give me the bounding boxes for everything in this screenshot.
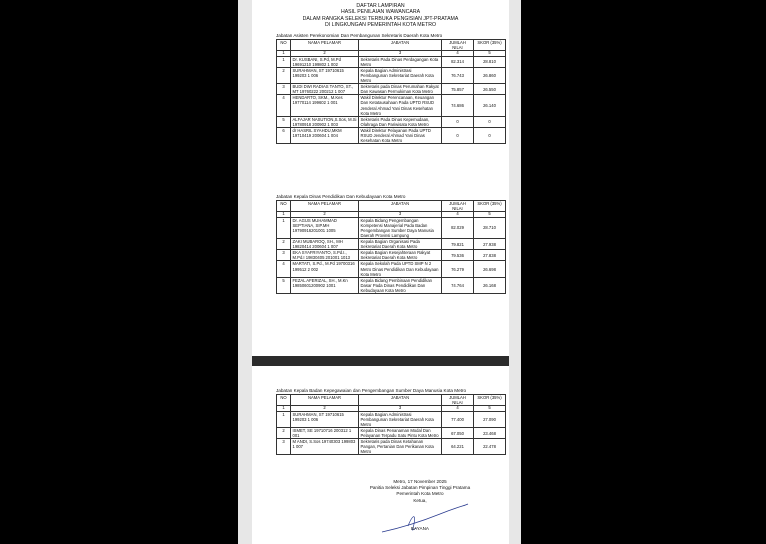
col-skor: SKOR (35%) — [474, 395, 506, 406]
col-index: 2 — [291, 406, 359, 412]
row-skor: 22.478 — [474, 439, 506, 455]
col-index: 4 — [442, 212, 474, 218]
col-index: 1 — [277, 51, 291, 57]
row-jumlah: 79.821 — [442, 239, 474, 250]
row-no: 2 — [277, 427, 291, 438]
page-gap — [252, 356, 509, 366]
row-jabatan: Kepala Bagian Administrasi Pembangunan Sekretariat Daerah Kota Metro — [359, 411, 442, 427]
row-skor: 0 — [474, 116, 506, 127]
table-row — [277, 427, 506, 438]
col-no: NO — [277, 395, 291, 406]
col-jabatan: JABATAN — [359, 395, 442, 406]
row-jabatan: Kepala Bidang Pengembangan Kompetensi Manajerial Pada Badan Pengembangan Sumber Daya Manusia Daerah Provinsi Lampung — [359, 217, 442, 238]
col-index: 3 — [359, 212, 442, 218]
table-row — [277, 56, 506, 67]
row-jabatan: Wakil Direktur Pelayanan Pada UPTD RSUD Jenderal Ahmad Yani Dinas Kesehatan Kota Metro — [359, 127, 442, 143]
table-row — [277, 250, 506, 261]
row-jumlah: 76.279 — [442, 261, 474, 277]
row-skor: 28.810 — [474, 56, 506, 67]
results-table — [276, 200, 506, 294]
table-body — [277, 217, 506, 293]
row-jumlah: 67.050 — [442, 427, 474, 438]
signature-org: Pemerintah Kota Metro — [396, 491, 444, 497]
signatory-name: BAYANA — [411, 526, 429, 531]
row-jumlah: 77.400 — [442, 411, 474, 427]
row-jumlah: 75.857 — [442, 84, 474, 95]
row-name: ALFAJAR NASUTION,S.Sos, M.Si 19780918 200902 1 003 — [292, 116, 357, 127]
col-no: NO — [277, 40, 291, 51]
row-no: 3 — [277, 84, 291, 95]
row-name: ISMET, SE 19710716 200312 1 001 — [291, 427, 359, 438]
table-row — [277, 439, 506, 455]
row-name: M ANDI, S.Sos 19740303 199803 1 007 — [291, 439, 359, 455]
col-index: 4 — [442, 51, 474, 57]
row-jumlah: 74.764 — [442, 277, 474, 293]
table-body — [277, 56, 506, 144]
row-no: 3 — [277, 439, 291, 455]
row-skor: 23.468 — [474, 427, 506, 438]
table-row — [277, 67, 506, 83]
col-no: NO — [277, 201, 291, 212]
signature-place-date: Metro, 17 November 2025 — [393, 479, 447, 484]
document-page-1 — [252, 0, 509, 356]
col-index: 5 — [474, 51, 506, 57]
row-name: BUDI DWI RADIAS TANTO, ST., MT 19760222 200212 1 007 — [291, 84, 359, 95]
table-row — [277, 116, 506, 127]
row-skor: 26.168 — [474, 277, 506, 293]
col-index: 2 — [291, 51, 359, 57]
table-row — [277, 239, 506, 250]
row-jumlah: 82.029 — [442, 217, 474, 238]
col-index: 1 — [277, 406, 291, 412]
row-skor: 27.838 — [474, 250, 506, 261]
row-name: MARTATI, S.Pd., M.Pd 19700316 199512 2 002 — [291, 261, 359, 277]
table-row — [277, 411, 506, 427]
row-jabatan: Sekretaris Pada Dinas Kepemudaan, Olahraga Dan Pariwisata Kota Metro — [359, 116, 442, 127]
row-no: 6 — [277, 127, 291, 143]
col-index: 4 — [442, 406, 474, 412]
table-row — [277, 84, 506, 95]
row-skor: 27.090 — [474, 411, 506, 427]
row-skor: 27.938 — [474, 239, 506, 250]
row-name: SURAHMAN, ST 19710615 199203 1 006 — [291, 411, 359, 427]
row-jumlah: 79.536 — [442, 250, 474, 261]
row-jumlah: 0 — [442, 116, 474, 127]
document-header — [252, 3, 509, 29]
row-skor: 28.710 — [474, 217, 506, 238]
results-table — [276, 39, 506, 144]
col-name: NAMA PELAMAR — [291, 201, 359, 212]
row-skor: 0 — [474, 127, 506, 143]
table-row — [277, 261, 506, 277]
row-name: dr HASRIL SYAHDU,MKM 19710419 200604 1 004 — [291, 127, 359, 143]
document-page-2 — [252, 366, 509, 544]
row-jumlah: 0 — [442, 127, 474, 143]
col-index: 2 — [291, 212, 359, 218]
row-no: 5 — [277, 277, 291, 293]
section-title: Jabatan Kepala Dinas Pendidikan Dan Kebudayaan Kota Metro — [276, 194, 406, 199]
section-title: Jabatan Asisten Perekonomian Dan Pembangunan Sekretaris Daerah Kota Metro — [276, 33, 443, 38]
row-jabatan: Kepala Bagian Kesejahteraan Rakyat Sekretariat Daerah Kota Metro — [359, 250, 442, 261]
row-no: 2 — [277, 67, 291, 83]
section-title: Jabatan Kepala Badan Kepegawaian dan Pengembangan Sumber Daya Manusia Kota Metro — [276, 388, 467, 393]
row-jabatan: Kepala Bagian Administrasi Pembangunan Sekretariat Daerah Kota Metro — [359, 67, 442, 83]
row-no: 2 — [277, 239, 291, 250]
col-index: 1 — [277, 212, 291, 218]
row-no: 5 — [277, 116, 291, 127]
header-line-2: HASIL PENILAIAN WAWANCARA — [340, 9, 421, 16]
row-jabatan: Kepala Bagian Organisasi Pada Sekretariat Daerah Kota Metro — [359, 239, 442, 250]
col-index: 5 — [474, 406, 506, 412]
row-name: HENDARTO, SKM., M.Kes 19770114 199602 1 001 — [291, 95, 359, 116]
row-jabatan: Sekretaris pada Dinas Ketahanan Pangan, Pertanian Dan Perikanan Kota Metro — [359, 439, 442, 455]
row-skor: 26.698 — [474, 261, 506, 277]
row-jumlah: 82.314 — [442, 56, 474, 67]
col-skor: SKOR (35%) — [474, 201, 506, 212]
row-name: Dr. AGUS MUHAMMAD SEPTIANA, SIP.MH 19790916201001 1005 — [291, 217, 359, 238]
col-jabatan: JABATAN — [359, 40, 442, 51]
col-jumlah: JUMLAH NILAI — [442, 395, 474, 406]
signature-role: Ketua, — [413, 497, 427, 503]
table-row — [277, 277, 506, 293]
row-jabatan: Kepala Bidang Pembinaan Pendidikan Dasar Pada Dinas Pendidikan Dan Kebudayaan Kota Metro — [359, 277, 442, 293]
header-line-1: DAFTAR LAMPIRAN — [356, 3, 405, 9]
header-line-3: DALAM RANGKA SELEKSI TERBUKA PENGISIAN JPT-PRATAMA — [302, 15, 459, 22]
signature-committee: Panitia Seleksi Jabatan Pimpinan Tinggi Pratama — [369, 485, 471, 491]
signature-block — [360, 479, 480, 504]
row-jumlah: 64.221 — [442, 439, 474, 455]
row-name: FEZAL AFERIZAL, SH., M.Kn 19850601200902 1001 — [291, 277, 359, 293]
row-no: 3 — [277, 250, 291, 261]
header-line-4: DI LINGKUNGAN PEMERINTAH KOTA METRO — [324, 22, 437, 29]
row-no: 1 — [277, 56, 291, 67]
row-name: ZAKI MUBAROQ, SH., MH 19820414 200604 1 007 — [291, 239, 359, 250]
row-name: Dr. KUSBANI, S.Pd, M.Pd 19691210 199802 1 002 — [291, 56, 359, 67]
table-row — [277, 127, 506, 143]
col-jabatan: JABATAN — [359, 201, 442, 212]
row-no: 4 — [277, 261, 291, 277]
row-jabatan: Wakil Direktur Perencanaan, Keuangan Dan Ketatausahaan Pada UPTD RSUD Jenderal Ahmad Yani Dinas Kesehatan Kota Metro — [359, 95, 442, 116]
row-jabatan: Sekretaris Pada Dinas Perdagangan Kota Metro — [359, 56, 442, 67]
row-jabatan: Kepala Dinas Penanaman Modal Dan Pelayanan Terpadu Satu Pintu Kota Metro — [359, 427, 442, 438]
col-name: NAMA PELAMAR — [291, 40, 359, 51]
col-index: 5 — [474, 212, 506, 218]
row-jabatan: Kepala Sekolah Pada UPTD SMP N 2 Metro Dinas Pendidikan Dan Kebudayaan Kota Metro — [359, 261, 442, 277]
col-jumlah: JUMLAH NILAI — [442, 40, 474, 51]
row-jumlah: 74.686 — [442, 95, 474, 116]
row-skor: 26.550 — [474, 84, 506, 95]
row-jabatan: Sekretaris pada Dinas Perumahan Rakyat Dan Kawasan Permukiman Kota Metro — [359, 84, 442, 95]
row-skor: 26.860 — [474, 67, 506, 83]
results-table — [276, 394, 506, 455]
col-index: 3 — [359, 406, 442, 412]
row-name: SURAHMAN, ST 19710615 199203 1 006 — [291, 67, 359, 83]
table-body — [277, 411, 506, 455]
col-skor: SKOR (35%) — [474, 40, 506, 51]
col-name: NAMA PELAMAR — [291, 395, 359, 406]
col-jumlah: JUMLAH NILAI — [442, 201, 474, 212]
row-no: 4 — [277, 95, 291, 116]
col-index: 3 — [359, 51, 442, 57]
row-jumlah: 76.743 — [442, 67, 474, 83]
row-name: EKA SYAFRIYANTO, S.Pd.I., M.Pd.I 19830405 201001 1013 — [291, 250, 359, 261]
row-no: 1 — [277, 411, 291, 427]
row-skor: 26.140 — [474, 95, 506, 116]
table-row — [277, 217, 506, 238]
table-row — [277, 95, 506, 116]
row-no: 1 — [277, 217, 291, 238]
